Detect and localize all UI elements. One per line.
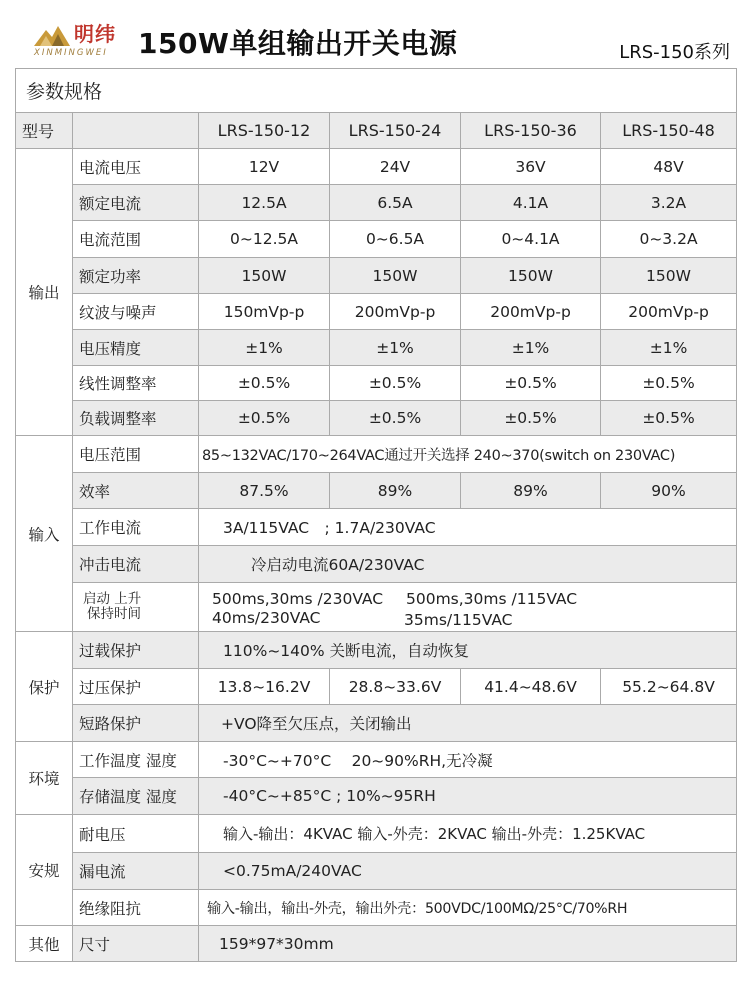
value-cell: 41.4~48.6V [461,669,601,705]
brand-name-en: XINMINGWEI [34,48,108,58]
value-cell: ±0.5% [601,401,737,436]
brand-logo [34,16,130,60]
table-row [16,705,737,742]
table-row [16,926,737,962]
model-header-row [16,113,737,149]
value-cell: 200mVp-p [461,294,601,330]
series-name: LRS-150系列 [619,42,730,63]
value-cell: 89% [330,473,461,509]
section-label-safety: 安规 [16,815,73,926]
section-label-protection: 保护 [16,632,73,742]
value-cell: ±0.5% [199,401,330,436]
value-cell: -30°C~+70°C 20~90%RH,无冷凝 [199,742,737,778]
table-row [16,330,737,366]
value-cell: ±0.5% [461,401,601,436]
table-row [16,815,737,853]
value-cell: <0.75mA/240VAC [199,853,737,890]
value-cell: 200mVp-p [330,294,461,330]
value-cell: 85~132VAC/170~264VAC通过开关选择 240~370(switch on 230VAC) [199,436,737,473]
row-label: 过载保护 [73,632,199,669]
value-cell: ±0.5% [199,366,330,401]
model-cell: LRS-150-48 [601,113,737,149]
value-cell: 150W [601,258,737,294]
section-label-output: 输出 [16,149,73,436]
startup-value-cell [199,583,737,632]
table-row [16,509,737,546]
value-cell: ±1% [601,330,737,366]
table-row [16,294,737,330]
row-label: 耐电压 [73,815,199,853]
value-cell: 输入-输出，输出-外壳，输出外壳：500VDC/100MΩ/25°C/70%RH [199,890,737,926]
table-row [16,669,737,705]
row-label: 线性调整率 [73,366,199,401]
row-label: 短路保护 [73,705,199,742]
value-cell: 0~4.1A [461,221,601,258]
table-row [16,583,737,632]
value-cell: 150W [330,258,461,294]
header [0,0,750,68]
row-label: 尺寸 [73,926,199,962]
row-label: 漏电流 [73,853,199,890]
row-label: 电压范围 [73,436,199,473]
value-cell: 55.2~64.8V [601,669,737,705]
value-cell: 3A/115VAC ; 1.7A/230VAC [199,509,737,546]
startup-label-line2: 保持时间 [87,606,141,622]
value-cell: 12V [199,149,330,185]
value-cell: 6.5A [330,185,461,221]
model-header-label: 型号 [16,113,73,149]
row-label: 额定功率 [73,258,199,294]
table-row [16,778,737,815]
value-cell: ±1% [461,330,601,366]
value-cell: 110%~140% 关断电流，自动恢复 [199,632,737,669]
value-cell: 输入-输出：4KVAC 输入-外壳：2KVAC 输出-外壳：1.25KVAC [199,815,737,853]
spec-table-wrapper [15,68,736,962]
value-cell: ±1% [199,330,330,366]
value-cell: +VO降至欠压点，关闭输出 [199,705,737,742]
table-row [16,632,737,669]
section-label-other: 其他 [16,926,73,962]
value-cell: 90% [601,473,737,509]
value-cell: 12.5A [199,185,330,221]
value-cell: 4.1A [461,185,601,221]
row-label: 效率 [73,473,199,509]
table-row [16,546,737,583]
value-cell: 200mVp-p [601,294,737,330]
table-row [16,742,737,778]
value-cell: 3.2A [601,185,737,221]
table-row [16,436,737,473]
value-cell: ±1% [330,330,461,366]
table-row [16,258,737,294]
table-row [16,890,737,926]
section-label-environment: 环境 [16,742,73,815]
row-label: 电流电压 [73,149,199,185]
value-cell: 0~6.5A [330,221,461,258]
table-row [16,853,737,890]
row-label: 纹波与噪声 [73,294,199,330]
table-row [16,401,737,436]
table-row [16,221,737,258]
row-label: 电压精度 [73,330,199,366]
row-label [73,583,199,632]
value-cell: ±0.5% [330,401,461,436]
value-cell: 89% [461,473,601,509]
value-cell: 0~12.5A [199,221,330,258]
value-cell: ±0.5% [601,366,737,401]
startup-value-a2: 40ms/230VAC [212,609,321,627]
value-cell: 150W [199,258,330,294]
value-cell: ±0.5% [461,366,601,401]
value-cell: 150W [461,258,601,294]
startup-value-b2: 35ms/115VAC [404,611,513,629]
value-cell: 0~3.2A [601,221,737,258]
startup-value-a1: 500ms,30ms /230VAC [212,590,384,608]
model-cell: LRS-150-36 [461,113,601,149]
row-label: 存储温度 湿度 [73,778,199,815]
row-label: 绝缘阻抗 [73,890,199,926]
value-cell: 150mVp-p [199,294,330,330]
model-cell: LRS-150-24 [330,113,461,149]
page-title: 150W单组输出开关电源 [138,27,458,60]
value-cell: 159*97*30mm [199,926,737,962]
startup-label-line1: 启动 上升 [83,591,142,607]
section-label-input: 输入 [16,436,73,632]
value-cell: 48V [601,149,737,185]
spec-table [15,68,737,962]
value-cell: 36V [461,149,601,185]
row-label: 过压保护 [73,669,199,705]
row-label: 负载调整率 [73,401,199,436]
table-row [16,473,737,509]
mountain-logo-icon [34,24,70,46]
value-cell: 28.8~33.6V [330,669,461,705]
section-title-row [16,69,737,113]
model-cell: LRS-150-12 [199,113,330,149]
startup-value-b1: 500ms,30ms /115VAC [406,590,578,608]
row-label: 工作电流 [73,509,199,546]
value-cell: ±0.5% [330,366,461,401]
value-cell: -40°C~+85°C ; 10%~95RH [199,778,737,815]
row-label: 工作温度 湿度 [73,742,199,778]
section-title: 参数规格 [16,69,737,113]
table-row [16,185,737,221]
value-cell: 冷启动电流60A/230VAC [199,546,737,583]
row-label: 额定电流 [73,185,199,221]
value-cell: 13.8~16.2V [199,669,330,705]
table-row [16,149,737,185]
value-cell: 87.5% [199,473,330,509]
table-row [16,366,737,401]
row-label: 冲击电流 [73,546,199,583]
brand-name-cn: 明纬 [74,22,116,46]
value-cell: 24V [330,149,461,185]
row-label: 电流范围 [73,221,199,258]
